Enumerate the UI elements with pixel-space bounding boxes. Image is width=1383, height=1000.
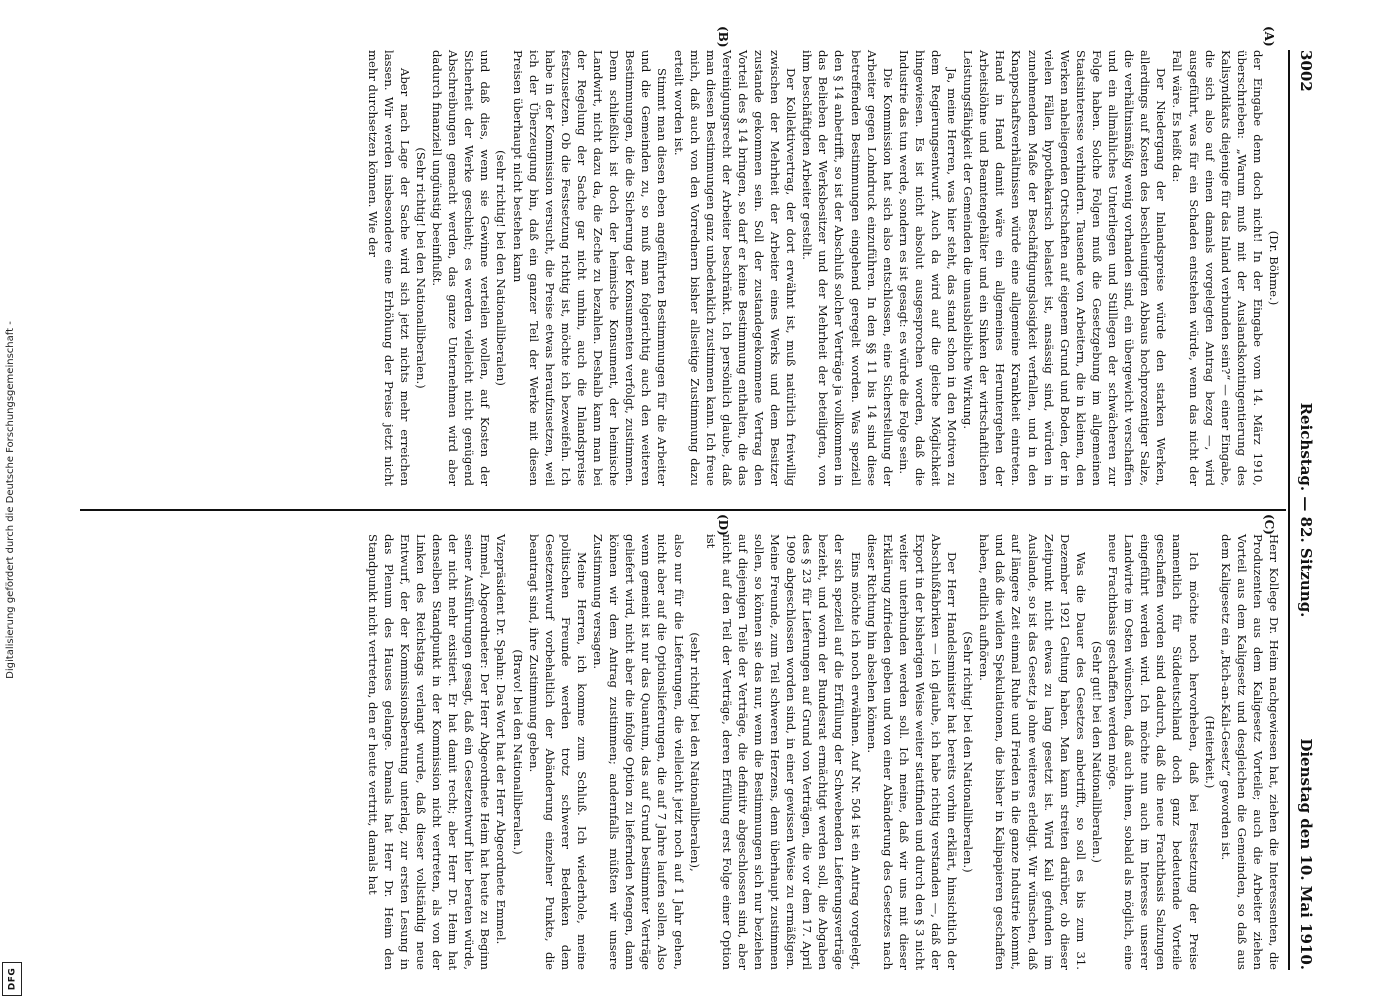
interjection: (sehr richtig! bei den Nationalliberalen),	[687, 632, 702, 872]
margin-marker-a: (A)	[1262, 26, 1276, 47]
paragraph: also nur für die Lieferungen, die vielleicht jetzt noch auf 1 Jahr gehen, nicht aber auf die Optionslieferungen, die auf 7 Jahre laufen sollen. Also wenn gemeint ist nur das Quantum, das auf Grund bestimmter Verträge geliefert wird, nicht aber die infolge Option zu liefernden Mengen, dann können wir dem Antrag zustimmen; andernfalls müßten wir unsere Zustimmung versagen.	[591, 534, 686, 970]
paragraph: Der Herr Handelsminister hat bereits vorhin erklärt, hinsichtlich der Abschlußfabriken — ich glaube, ich habe richtig verstanden —, daß der Export in der bisherigen Weise weiter stattfinden und durch den § 3 nicht weiter unterbunden werden soll. Ich meine, daß wir uns mit dieser Erklärung zufrieden geben und von einer Abänderung des Gesetzes nach dieser Richtung hin absehen können.	[864, 534, 960, 970]
paragraph: Der Niedergang der Inlandspreise würde den starken Werken, allerdings auf Kosten des beschleunigten Abbaus hochprozentiger Salze, die verhältnismäßig wenig vorhanden sind, ein übergewicht verschaffen und ein allmähliches Unterliegen und Stilllegen der schwächeren zur Folge haben. Solche Folgen muß die Gesetzgebung im allgemeinen Staatsinteresse verhindern. Tausende von Arbeitern, die in kleinen, den Werken naheliegenden Ortschaften auf eigenem Grund und Boden, der in vielen Fällen hypothekarisch belastet ist, ansässig sind, würden in zunehmendem Maße der Beschäftigungslosigkeit verfallen, und in den Knappschaftsverhältnissen würde eine allgemeine Krankheit eintreten. Hand in Hand damit wäre ein allgemeines Heruntergehen der Arbeitslöhne und Beamtengehälter und ein Sinken der wirtschaftlichen Leistungsfähigkeit der Gemeinden die unausbleibliche Wirkung.	[961, 50, 1169, 486]
page-number: 3002	[1297, 50, 1315, 92]
session-header: Reichstag. — 82. Sitzung.	[1297, 402, 1315, 618]
paragraph: Eins möchte ich noch erwähnen. Auf Nr. 504 ist ein Antrag vorgelegt, der sich speziell auf die Erfüllung der Schwebenden Lieferungsverträge bezieht, und worin der Bundesrat ermächtigt werden soll, die Abgaben des § 23 für Lieferungen auf Grund von Verträgen, die vor dem 17. April 1909 abgeschlossen worden sind, in einer gewissen Weise zu ermäßigen. Meine Freunde, zum Teil schweren Herzens, denn überhaupt zustimmen sollen, so können sie das nur, wenn die Bestimmungen sich nur beziehen auf diejenigen Teile der Verträge, die definitiv abgeschlossen sind, aber nicht auf den Teil der Verträge, deren Erfüllung erst Folge einer Option ist	[703, 534, 863, 970]
page-header	[1292, 50, 1320, 970]
date-header: Dienstag den 10. Mai 1910.	[1297, 738, 1315, 970]
interjection: (sehr richtig! bei den Nationalliberalen)	[494, 150, 509, 386]
speaker-paragraph: Vizepräsident Dr. Spahn: Das Wort hat der Herr Abgeordnete Emmel.	[494, 534, 509, 945]
paragraph: Ja, meine Herren, was hier steht, das stand schon in den Motiven zu dem Regierungsentwurf. Auch da wird auf die gleiche Möglichkeit hingewiesen. Es ist nicht absolut ausgesprochen worden, daß die Industrie das tun werde, sondern es ist gesagt: es würde die Folge sein.	[896, 50, 960, 486]
page-content	[70, 26, 1320, 970]
paragraph: Aber nach Lage der Sache wird sich jetzt nichts mehr erreichen lassen. Wir werden insbesondere eine Erhöhung der Preise jetzt nicht mehr durchsetzen können. Wie der	[365, 50, 412, 486]
paragraph: Der Kollektivvertrag, der dort erwähnt ist, muß natürlich freiwillig zwischen der Mehrheit der Arbeiter eines Werks und dem Besitzer zustande gekommen sein. Soll der zustandegekommene Vertrag den Vorteil des § 14 bringen, so darf er keine Bestimmung enthalten, die das Vereinigungsrecht der Arbeiter beschränkt. Ich persönlich glaube, daß man diesen Bestimmungen ganz unbedenklich zustimmen kann. Ich freue mich, daß auch von den Vorrednern bisher allseitige Zustimmung dazu erteilt worden ist.	[671, 50, 799, 486]
speaker-paragraph: Emmel, Abgeordneter: Der Herr Abgeordnete Heim hat heute zu Beginn seiner Ausführungen gesagt, daß ein Gesetzentwurf hier beraten würde, der nicht mehr existiert. Er hat damit recht; aber Herr Dr. Heim hat denselben Standpunkt in der Kommission nicht vertreten, als von der Linken des Reichstags verlangt wurde, daß dieser vollständig neue Entwurf, der der Kommissionsberatung unterlag, zur ersten Lesung in das Plenum des Hauses gelange. Damals hat Herr Dr. Heim den Standpunkt nicht vertreten, den er heute vertritt, damals hat	[365, 534, 493, 970]
margin-marker-d: (D)	[716, 514, 730, 536]
header-rule	[1288, 50, 1290, 970]
dfg-logo-text: DFG	[7, 967, 18, 991]
margin-marker-b: (B)	[716, 26, 730, 48]
paragraph: Stimmt man diesen eben angeführten Bestimmungen für die Arbeiter und die Gemeinden zu, so muß man folgerichtig auch den weiteren Bestimmungen, die die Sicherung der Konsumenten verfolgt, zustimmen. Denn schließlich ist doch der heimische Konsument, der heimische Landwirt, nicht dazu da, die Zeche zu bezahlen. Deshalb kann man bei der Regelung der Sache gar nicht umhin, auch die Inlandspreise festzusetzen. Ob die Festsetzung richtig ist, möchte ich bezweifeln. Ich habe in der Kommission versucht, die Preise etwas heraufzusetzen, weil ich der Überzeugung bin, daß ein ganzer Teil der Werke mit diesen Preisen überhaupt nicht bestehen kann	[510, 50, 670, 486]
paragraph: der Eingabe denn doch nicht! In der Eingabe vom 14. März 1910, überschrieben: „Warum muß mit der Auslandskontingentierung des Kalisyndikats diejenige für das Inland verbunden sein?“ — einer Eingabe, die sich also auf einen damals vorgelegten Antrag bezog —, wird ausgeführt, was für ein Schaden entstehen würde, wenn das nicht der Fall wäre. Es heißt da:	[1170, 50, 1265, 486]
column-divider	[80, 509, 1286, 511]
paragraph: Was die Dauer des Gesetzes anbetrifft, so soll es bis zum 31. Dezember 1921 Geltung haben. Man kann streiten darüber, ob dieser Zeitpunkt nicht etwas zu lang gesetzt ist. Wird Kali gefunden im Auslande, so ist das Gesetz ja ohne weiteres erledigt. Wir wünschen, daß auf längere Zeit einmal Ruhe und Frieden in die ganze Industrie kommt, und daß die wilden Spekulationen, die bisher in Kalipapieren geschaffen haben, endlich aufhören.	[977, 534, 1088, 970]
interjection: (Sehr richtig! bei den Nationalliberalen.)	[414, 147, 429, 389]
paragraph: Meine Herren, ich komme zum Schluß. Ich wiederhole, meine politischen Freunde werden trotz schwerer Bedenken dem Gesetzentwurf vorbehaltlich der Abänderung einzelner Punkte, die beantragt sind, ihre Zustimmung geben.	[526, 534, 589, 970]
left-column	[82, 50, 1282, 486]
interjection: (Dr. Böhme.)	[1267, 230, 1281, 306]
interjection: (Bravo! bei den Nationalliberalen.)	[510, 649, 525, 855]
paragraph: und daß dies, wenn sie Gewinne verteilen wollen, auf Kosten der Sicherheit der Werke geschieht; es werden vielleicht nicht genügend Abschreibungen gemacht werden, das ganze Unternehmen wird aber dadurch finanziell ungünstig beeinflußt.	[430, 50, 493, 486]
digitization-note: Digitalisierung gefördert durch die Deutsche Forschungsgemeinschaft -	[5, 321, 16, 679]
paragraph: Ich möchte noch hervorheben, daß bei Festsetzung der Preise namentlich für Süddeutschland doch ganz bedeutende Vorteile geschaffen worden sind dadurch, daß die neue Frachtbasis Salzungen eingeführt werden wird. Ich möchte nun auch im Interesse unserer Landwirte im Osten wünschen, daß auch ihnen, sobald als möglich, eine neue Frachtbasis geschaffen werden möge.	[1106, 534, 1201, 970]
right-column	[82, 534, 1282, 970]
interjection: (Heiterkeit.)	[1202, 715, 1217, 789]
margin-marker-c: (C)	[1262, 514, 1276, 535]
paragraph: Die Kommission hat sich also entschlossen, eine Sicherstellung der Arbeiter gegen Lohndruck einzuführen. In den §§ 11 bis 14 sind diese betreffenden Bestimmungen eingehend geregelt worden. Was speziell den § 14 anbetrifft, so ist der Abschluß solcher Verträge ja vollkommen in das Belieben der Werksbesitzer und der Mehrheit der beteiligten, von ihm beschäftigten Arbeiter gestellt.	[800, 50, 895, 486]
interjection: (Sehr richtig! bei den Nationalliberalen.)	[961, 631, 976, 873]
dfg-sidebar	[0, 0, 22, 1000]
interjection: (Sehr gut! bei den Nationalliberalen.)	[1089, 641, 1104, 863]
dfg-logo	[2, 962, 22, 996]
scanned-page	[70, 26, 1320, 970]
paragraph: Herr Kollege Dr. Heim nachgewiesen hat, ziehen die Interessenten, die Produzenten aus dem Kaligesetz Vorteile; auch die Arbeiter ziehen Vorteil aus dem Kaligesetz und desgleichen die Gemeinden, so daß aus dem Kaligesetz ein „Rich-an-Kali-Gesetz“ geworden ist.	[1218, 534, 1281, 970]
